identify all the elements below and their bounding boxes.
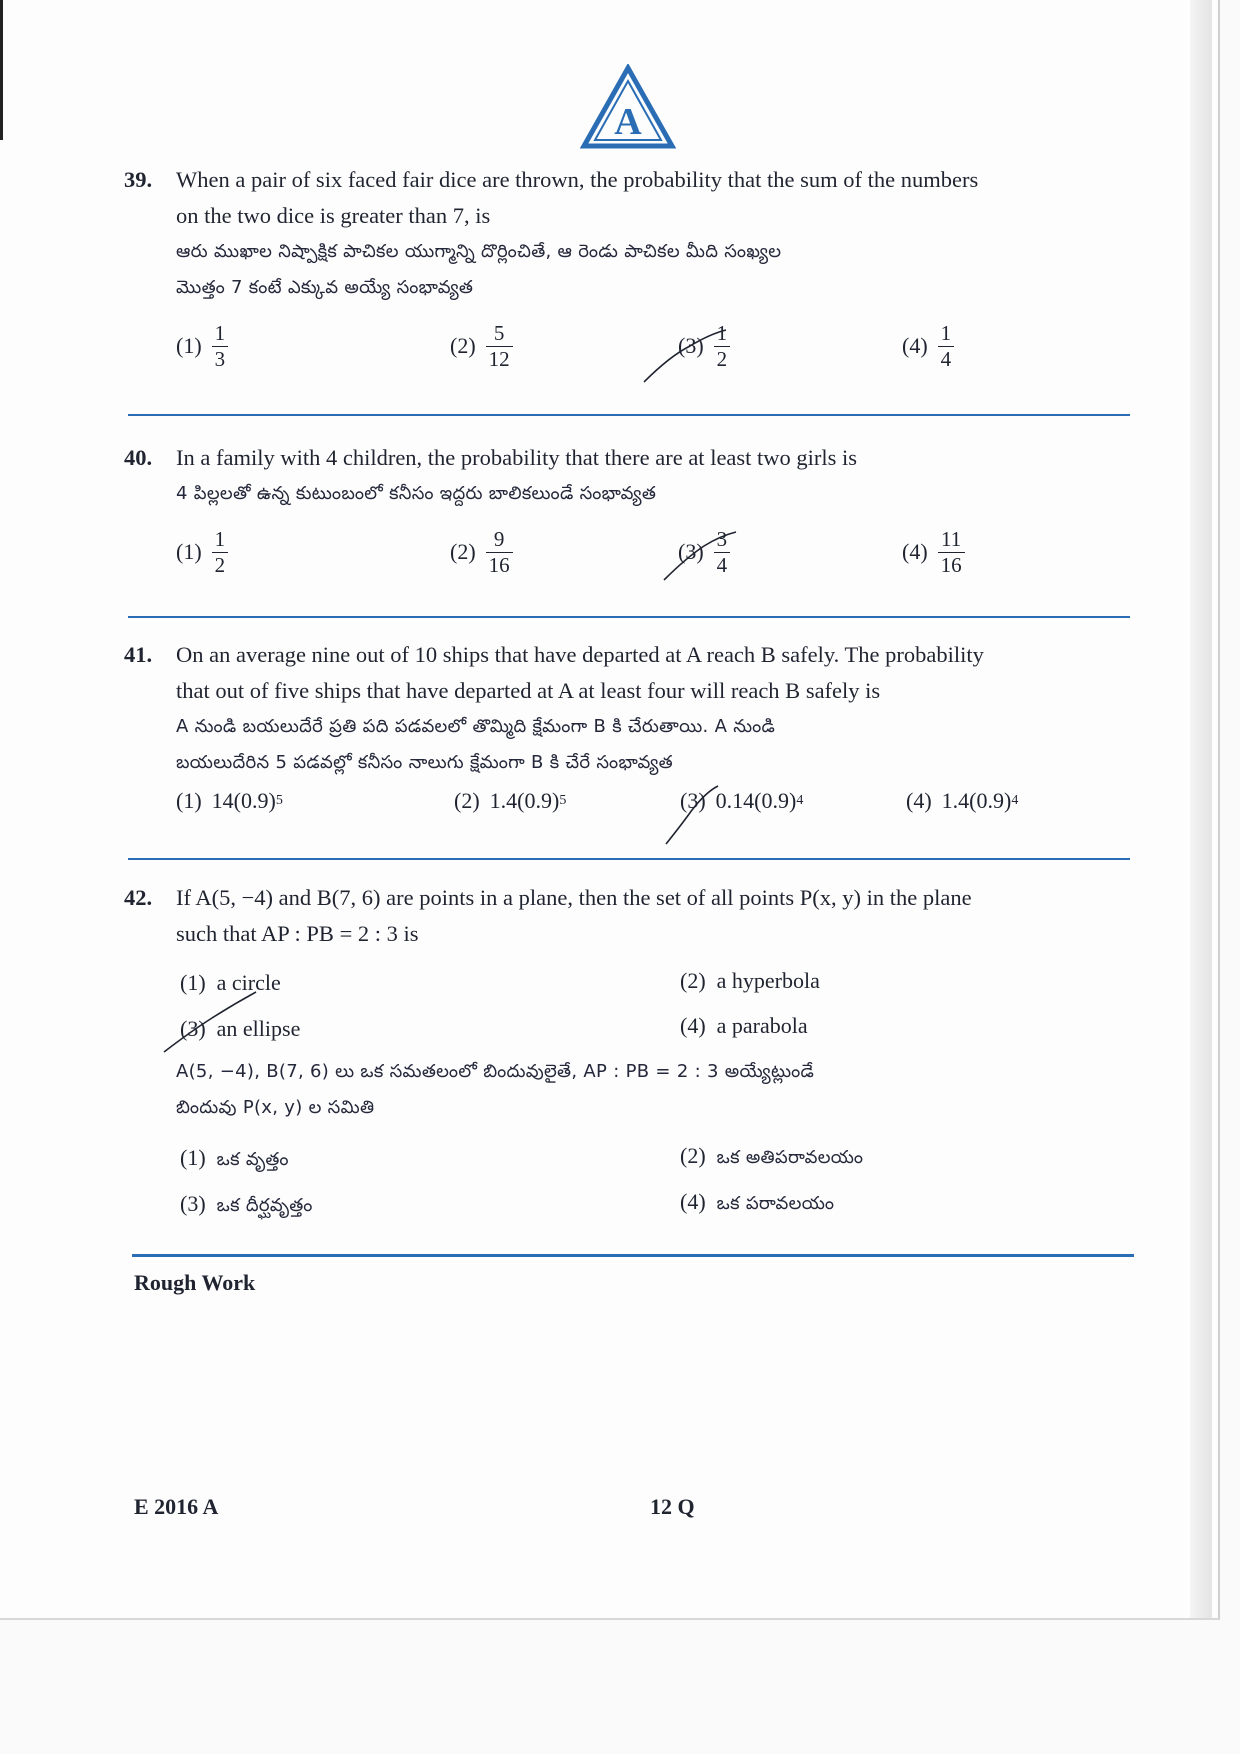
option-2[interactable]: (2) 1.4(0.9) 5	[454, 788, 567, 813]
question-number: 40.	[124, 445, 153, 470]
option-2[interactable]: (2) $\frac{9}{16}$	[450, 520, 513, 584]
question-41	[124, 637, 1176, 821]
question-39	[124, 162, 1176, 378]
options	[124, 314, 1176, 378]
option-te-2[interactable]: (2) ఒక అతిపరావలయం	[680, 1143, 864, 1168]
option-4[interactable]: (4) 1.4(0.9) 4	[906, 788, 1019, 813]
option-3[interactable]: (3) $\frac{1}{2}$	[678, 314, 730, 378]
option-3[interactable]: (3) $\frac{3}{4}$	[678, 520, 730, 584]
question-text-en: When a pair of six faced fair dice are thrown, the probability that the sum of the numbers	[176, 167, 979, 192]
scan-edge	[0, 0, 3, 140]
question-40	[124, 440, 1176, 584]
option-3[interactable]: (3) an ellipse	[180, 1016, 301, 1041]
option-te-3[interactable]: (3) ఒక దీర్ఘవృత్తం	[180, 1191, 313, 1216]
option-3[interactable]: (3) 0.14(0.9) 4	[680, 788, 804, 813]
question-text-en: that out of five ships that have departed at A at least four will reach B safely is	[176, 678, 881, 703]
question-text-te: బిందువు P(x, y) ల సమితి	[176, 1097, 375, 1118]
question-number: 42.	[124, 885, 153, 910]
option-te-4[interactable]: (4) ఒక పరావలయం	[680, 1189, 835, 1214]
question-text-en: on the two dice is greater than 7, is	[176, 203, 491, 228]
options	[124, 781, 1176, 821]
question-42	[124, 880, 1176, 952]
option-2[interactable]: (2) a hyperbola	[680, 968, 820, 993]
booklet-code-logo	[580, 64, 676, 150]
question-42-telugu	[124, 1054, 1176, 1126]
option-4[interactable]: (4) a parabola	[680, 1013, 808, 1038]
page-edge-shadow	[1190, 0, 1212, 1618]
question-number: 39.	[124, 167, 153, 192]
option-1[interactable]: (1) 14(0.9) 5	[176, 788, 283, 813]
page-number: 12 Q	[650, 1494, 695, 1519]
options	[124, 520, 1176, 584]
footer-code: E 2016 A	[134, 1494, 219, 1519]
divider	[128, 616, 1130, 618]
question-text-en: In a family with 4 children, the probability that there are at least two girls is	[176, 445, 858, 470]
question-text-te: ఆరు ముఖాల నిష్పాక్షిక పాచికల యుగ్మాన్ని దొర్లించితే, ఆ రెండు పాచికల మీది సంఖ్యల	[176, 241, 782, 262]
option-te-1[interactable]: (1) ఒక వృత్తం	[180, 1145, 289, 1170]
question-text-te: 4 పిల్లలతో ఉన్న కుటుంబంలో కనీసం ఇద్దరు బాలికలుండే సంభావ్యత	[176, 483, 657, 504]
option-1[interactable]: (1) a circle	[180, 970, 281, 995]
question-text-en: If A(5, −4) and B(7, 6) are points in a plane, then the set of all points P(x, y) in the plane	[176, 885, 972, 910]
question-text-te: బయలుదేరిన 5 పడవల్లో కనీసం నాలుగు క్షేమంగా B కి చేరే సంభావ్యత	[176, 752, 673, 773]
question-text-en: On an average nine out of 10 ships that have departed at A reach B safely. The probability	[176, 642, 984, 667]
divider	[128, 414, 1130, 416]
question-text-te: A నుండి బయలుదేరే ప్రతి పది పడవలలో తొమ్మిది క్షేమంగా B కి చేరుతాయి. A నుండి	[176, 716, 776, 737]
rough-work-heading: Rough Work	[134, 1270, 256, 1295]
option-4[interactable]: (4) $\frac{11}{16}$	[902, 520, 965, 584]
divider	[132, 1254, 1134, 1257]
divider	[128, 858, 1130, 860]
logo-letter: A	[614, 101, 642, 143]
question-text-en: such that AP : PB = 2 : 3 is	[176, 921, 419, 946]
option-1[interactable]: (1) $\frac{1}{2}$	[176, 520, 228, 584]
question-number: 41.	[124, 642, 153, 667]
question-text-te: మొత్తం 7 కంటే ఎక్కువ అయ్యే సంభావ్యత	[176, 277, 474, 298]
option-4[interactable]: (4) $\frac{1}{4}$	[902, 314, 954, 378]
option-2[interactable]: (2) $\frac{5}{12}$	[450, 314, 513, 378]
question-text-te: A(5, −4), B(7, 6) లు ఒక సమతలంలో బిందువులైతే, AP : PB = 2 : 3 అయ్యేట్లుండే	[176, 1061, 815, 1082]
option-1[interactable]: (1) $\frac{1}{3}$	[176, 314, 228, 378]
